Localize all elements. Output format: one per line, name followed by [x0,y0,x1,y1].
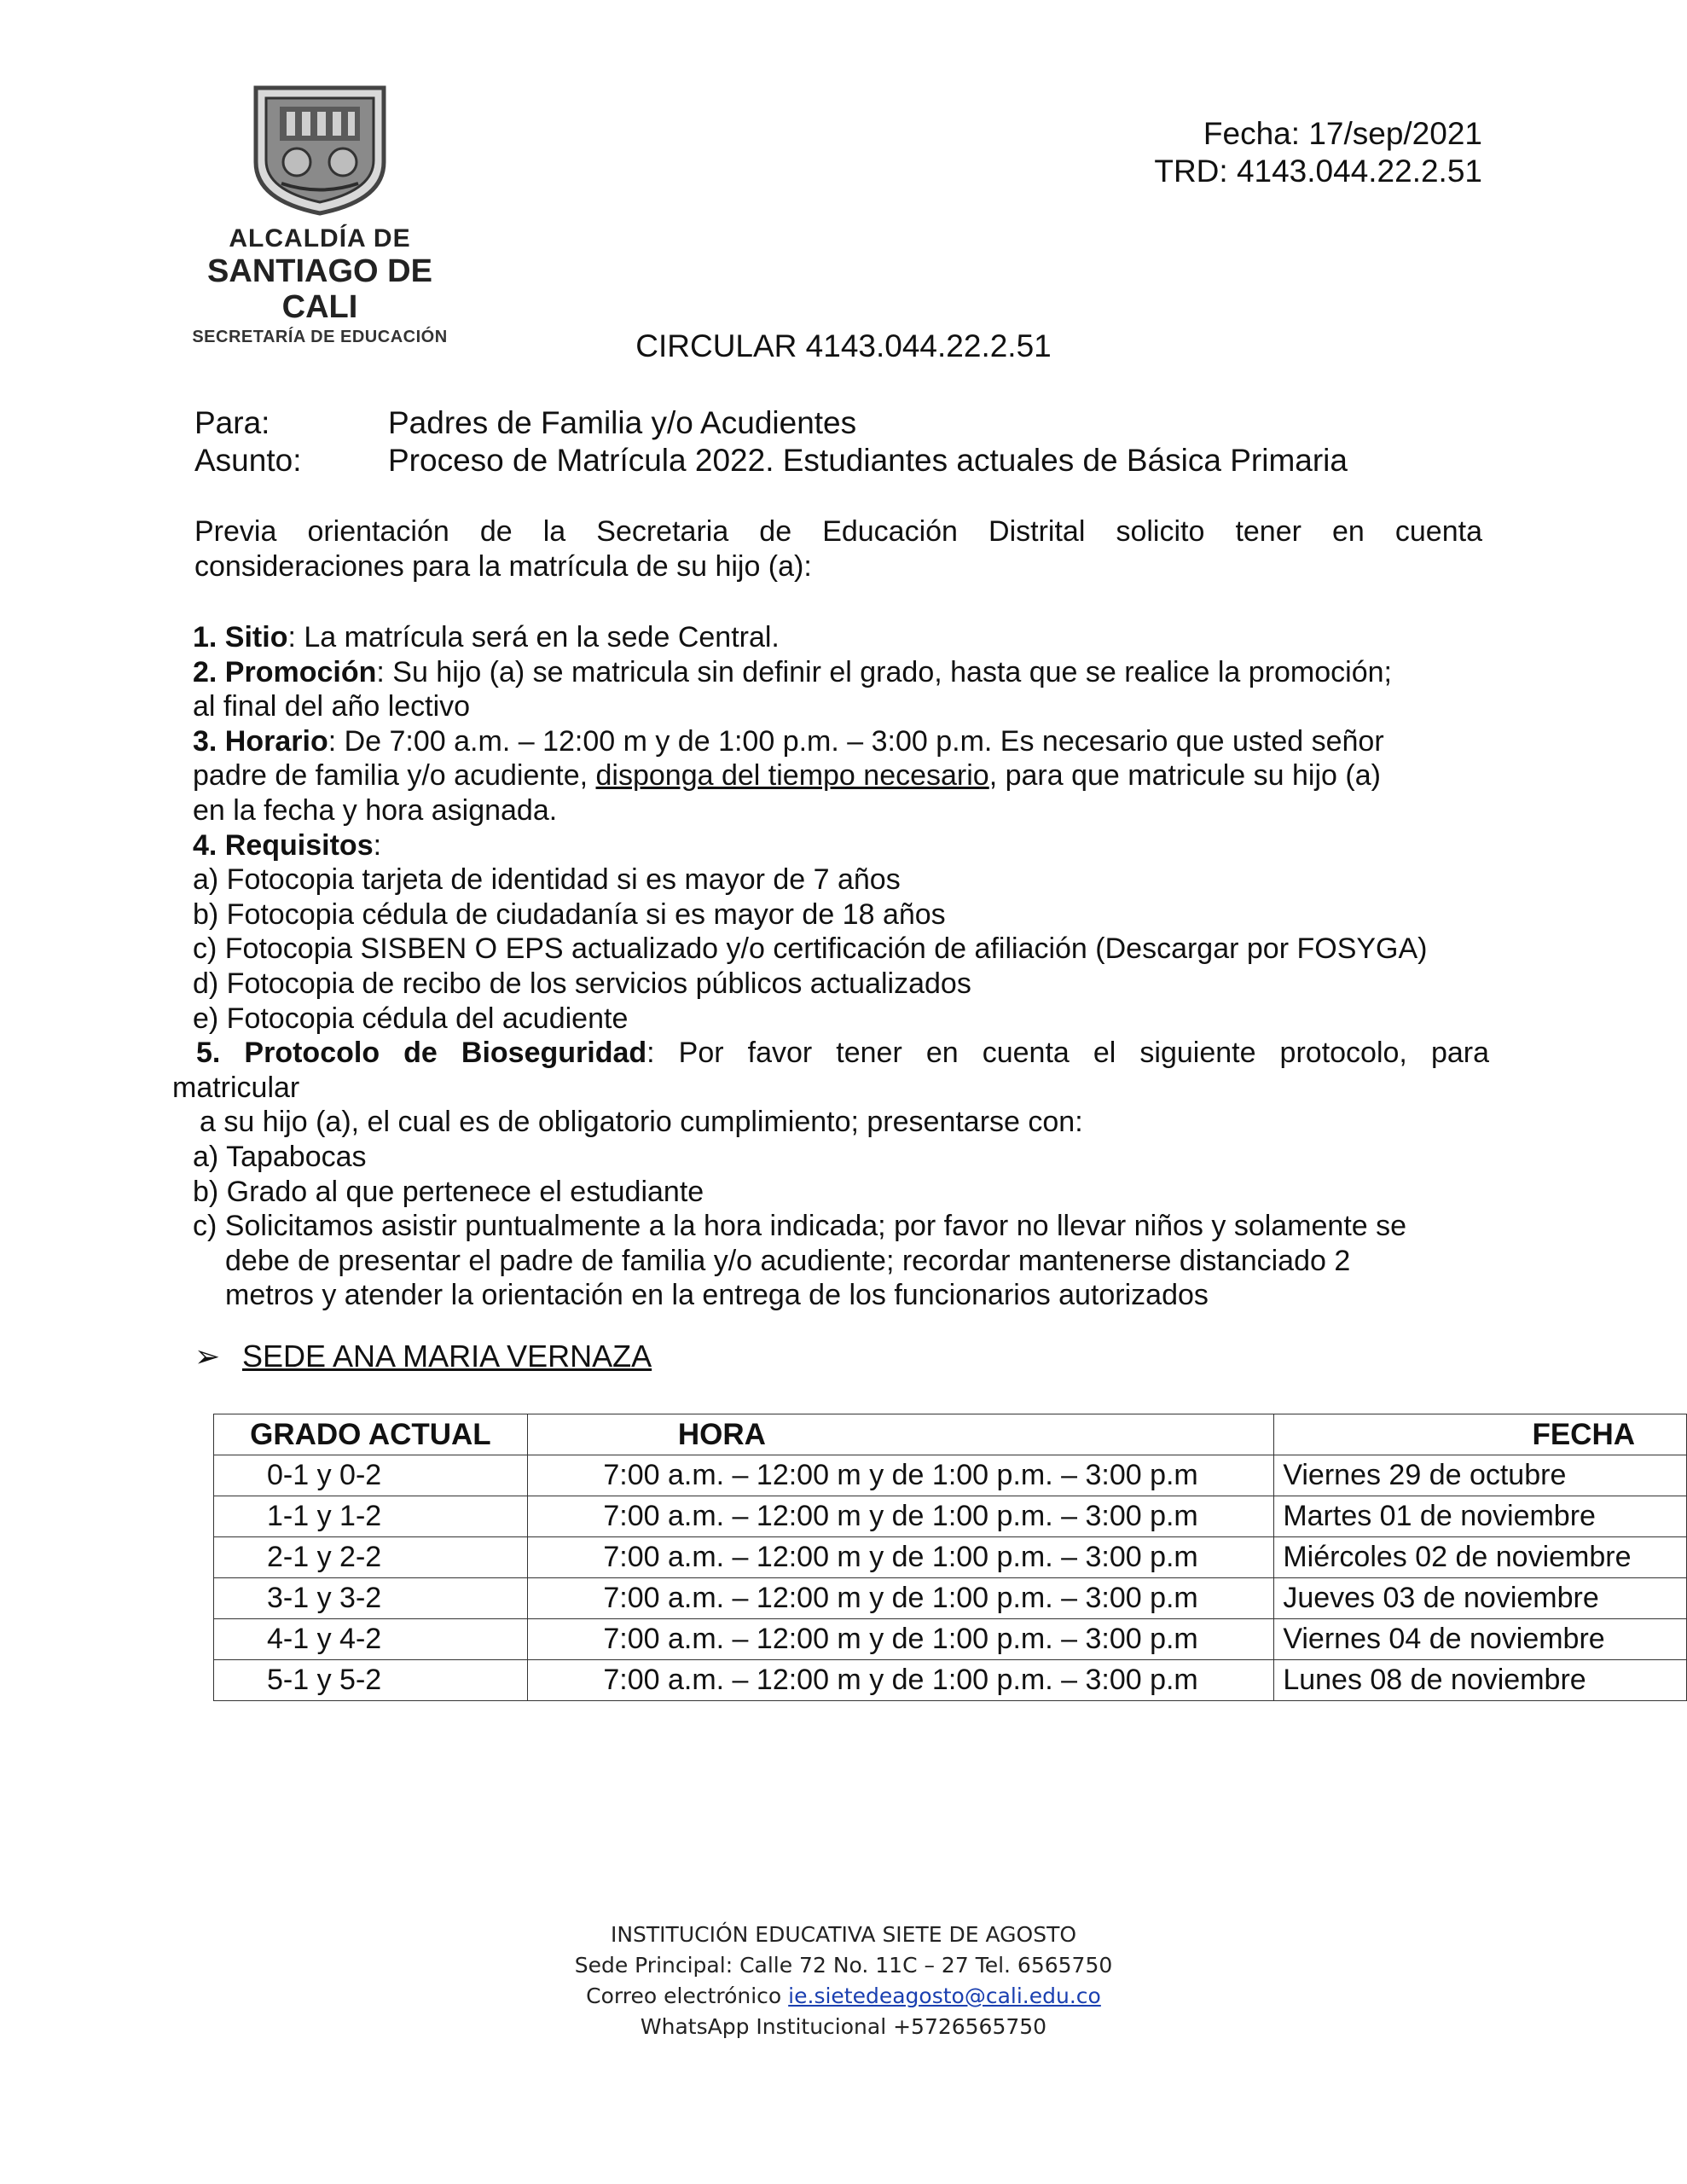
footer-email-line [0,1981,1687,2012]
logo-line-alcaldia: ALCALDÍA DE [229,224,411,253]
item-promocion-cont: al final del año lectivo [193,690,471,723]
protocolo-c-cont: debe de presentar el padre de familia y/o acudiente; recordar mantenerse distanciado 2 [225,1244,1351,1277]
requisito-d: d) Fotocopia de recibo de los servicios públicos actualizados [193,967,971,1000]
footer-email-link[interactable]: ie.sietedeagosto@cali.edu.co [788,1984,1101,2008]
logo-line-secretaria: SECRETARÍA DE EDUCACIÓN [192,328,448,346]
cell-fecha: Viernes 04 de noviembre [1274,1619,1687,1660]
table-row [214,1578,1687,1619]
cell-fecha: Viernes 29 de octubre [1274,1455,1687,1496]
item-protocolo-cont2: a su hijo (a), el cual es de obligatorio cumplimiento; presentarse con: [200,1106,1083,1139]
requisito-b: b) Fotocopia cédula de ciudadanía si es mayor de 18 años [193,897,946,931]
item-horario-text2a: padre de familia y/o acudiente, [193,759,596,793]
intro-paragraph [194,514,1482,584]
para-row [194,404,1348,442]
item-promocion-label: 2. Promoción [193,655,377,688]
coat-of-arms-icon [247,81,392,218]
table-row [214,1660,1687,1701]
item-requisitos-label: 4. Requisitos [193,828,374,862]
asunto-label: Asunto: [194,443,302,478]
footer-institution: INSTITUCIÓN EDUCATIVA SIETE DE AGOSTO [610,1922,1077,1947]
cell-fecha: Martes 01 de noviembre [1274,1496,1687,1537]
item-requisitos [193,828,1506,863]
addressee-block [194,404,1348,479]
protocolo-a: a) Tapabocas [193,1140,367,1173]
item-horario-text2b: , para que matricule su hijo (a) [988,759,1381,793]
intro-line-1: Previa orientación de la Secretaria de Educación Distrital solicito tener en cuenta [194,515,1482,548]
item-protocolo-cont: matricular [172,1071,300,1104]
sede-heading [194,1338,652,1375]
item-requisitos-colon: : [373,828,382,862]
cell-hora: 7:00 a.m. – 12:00 m y de 1:00 p.m. – 3:00 p.m [527,1537,1273,1578]
cell-hora: 7:00 a.m. – 12:00 m y de 1:00 p.m. – 3:00 p.m [527,1578,1273,1619]
protocolo-b: b) Grado al que pertenece el estudiante [193,1175,704,1208]
cell-fecha: Lunes 08 de noviembre [1274,1660,1687,1701]
cell-fecha: Miércoles 02 de noviembre [1274,1537,1687,1578]
protocolo-c-cont2: metros y atender la orientación en la entrega de los funcionarios autorizados [225,1279,1209,1312]
cell-fecha: Jueves 03 de noviembre [1274,1578,1687,1619]
cell-grado: 5-1 y 5-2 [214,1660,528,1701]
para-label: Para: [194,405,270,440]
trd-text: TRD: 4143.044.22.2.51 [1154,154,1482,189]
circular-title: CIRCULAR 4143.044.22.2.51 [635,328,1052,363]
header-hora: HORA [527,1414,1273,1455]
item-horario-cont2: en la fecha y hora asignada. [193,793,558,827]
cell-grado: 3-1 y 3-2 [214,1578,528,1619]
cell-grado: 2-1 y 2-2 [214,1537,528,1578]
table-row [214,1619,1687,1660]
asunto-value: Proceso de Matrícula 2022. Estudiantes actuales de Básica Primaria [388,443,1348,478]
alcaldia-logo [175,81,465,346]
item-horario-underlined: disponga del tiempo necesario [595,759,989,793]
cell-grado: 4-1 y 4-2 [214,1619,528,1660]
item-protocolo-text: : Por favor tener en cuenta el siguiente protocolo, para [646,1037,1489,1070]
footer-email-prefix: Correo electrónico [586,1984,789,2008]
date-block [1154,115,1482,190]
sede-title: SEDE ANA MARIA VERNAZA [242,1339,652,1374]
item-protocolo-label: 5. Protocolo de Bioseguridad [196,1037,647,1070]
item-horario-text: : De 7:00 a.m. – 12:00 m y de 1:00 p.m. – 3:00 p.m. Es necesario que usted señor [328,724,1384,758]
table-header-row [214,1414,1687,1455]
item-horario-cont [193,758,1506,793]
item-horario-label: 3. Horario [193,724,328,758]
intro-line-2: consideraciones para la matrícula de su hijo (a): [194,549,812,583]
requisito-c: c) Fotocopia SISBEN O EPS actualizado y/o certificación de afiliación (Descargar por FOSYGA) [193,932,1428,966]
cell-hora: 7:00 a.m. – 12:00 m y de 1:00 p.m. – 3:00 p.m [527,1496,1273,1537]
footer [0,1920,1687,2042]
cell-grado: 1-1 y 1-2 [214,1496,528,1537]
asunto-row [194,442,1348,479]
requisito-e: e) Fotocopia cédula del acudiente [193,1002,629,1035]
footer-address: Sede Principal: Calle 72 No. 11C – 27 Tel. 6565750 [574,1953,1113,1978]
table-row [214,1455,1687,1496]
protocolo-c: c) Solicitamos asistir puntualmente a la hora indicada; por favor no llevar niños y solamente se [193,1210,1407,1243]
cell-grado: 0-1 y 0-2 [214,1455,528,1496]
header-fecha: FECHA [1274,1414,1687,1455]
requirements-list [172,620,1506,1313]
para-value: Padres de Familia y/o Acudientes [388,405,857,440]
table-row [214,1537,1687,1578]
item-promocion-text: : Su hijo (a) se matricula sin definir el grado, hasta que se realice la promoción; [376,655,1392,688]
cell-hora: 7:00 a.m. – 12:00 m y de 1:00 p.m. – 3:00 p.m [527,1455,1273,1496]
item-sitio-text: : La matrícula será en la sede Central. [287,621,780,653]
item-sitio-label: 1. Sitio [193,621,288,653]
schedule-table [213,1414,1687,1701]
logo-line-santiago: SANTIAGO DE CALI [207,253,432,325]
footer-whatsapp: WhatsApp Institucional +5726565750 [640,2014,1047,2039]
table-row [214,1496,1687,1537]
fecha-text: Fecha: 17/sep/2021 [1203,116,1482,151]
cell-hora: 7:00 a.m. – 12:00 m y de 1:00 p.m. – 3:00 p.m [527,1660,1273,1701]
arrow-bullet-icon: ➢ [194,1339,221,1374]
item-sitio [193,620,1506,655]
cell-hora: 7:00 a.m. – 12:00 m y de 1:00 p.m. – 3:00 p.m [527,1619,1273,1660]
header-grado: GRADO ACTUAL [214,1414,528,1455]
item-promocion [193,655,1506,690]
item-protocolo [196,1036,1489,1071]
item-horario [193,724,1506,759]
requisito-a: a) Fotocopia tarjeta de identidad si es mayor de 7 años [193,863,901,897]
